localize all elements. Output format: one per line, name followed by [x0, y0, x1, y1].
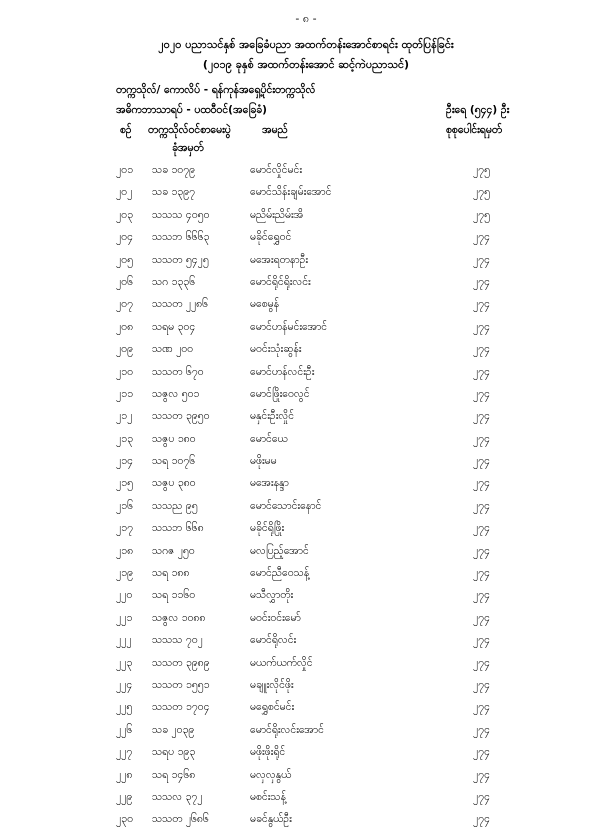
candidate-name: မသီလွှာတိုး [250, 589, 294, 602]
total-mark: ၂၇၄ [473, 656, 490, 669]
table-row [0, 701, 612, 723]
table-row [0, 410, 612, 432]
row-number: ၂၀၅ [116, 253, 133, 266]
table-row [0, 746, 612, 768]
roll-number: သရ ၁၁၆၀ [152, 589, 196, 602]
roll-number: သဇွလ ၁၀၈၈ [152, 611, 206, 624]
row-number: ၂၂၀ [116, 589, 133, 602]
total-mark: ၂၇၄ [473, 432, 490, 445]
table-row [0, 589, 612, 611]
roll-number: သခ ၁၃၉၇ [152, 186, 196, 199]
roll-number: သသသ ၄၀၅၀ [152, 208, 210, 221]
total-mark: ၂၇၄ [473, 701, 490, 714]
table-row [0, 634, 612, 656]
total-mark: ၂၇၄ [473, 611, 490, 624]
total-mark: ၂၇၄ [473, 589, 490, 602]
total-mark: ၂၇၄ [473, 231, 490, 244]
total-mark: ၂၇၄ [473, 746, 490, 759]
table-row [0, 231, 612, 253]
total-mark: ၂၇၄ [473, 544, 490, 557]
candidate-name: မလပြည့်အောင် [250, 544, 309, 557]
candidate-name: မရွှေစင်မင်း [250, 701, 295, 714]
roll-number: သသတ ၂၆၈၆ [152, 813, 209, 826]
candidate-name: မဖိုးဖိုးရိုင် [250, 746, 286, 759]
roll-number: သသည ၉၅ [152, 499, 198, 512]
row-number: ၂၀၁ [116, 164, 133, 176]
document-subtitle: (၂၀၁၉ ခုနှစ် အထက်တန်းအောင် ဆင့်ကဲပညာသင်) [202, 58, 410, 71]
row-number: ၂၂၁ [116, 611, 133, 624]
roll-number: သဂ ၁၃၃၆ [152, 275, 196, 288]
table-row [0, 186, 612, 208]
roll-number: သဇွပ ၃၈၀ [152, 477, 196, 490]
university-line: တက္ကသိုလ်/ ကောလိပ် - ရန်ကုန်အရှေ့ပိုင်းတက္ကသိုလ် [116, 84, 316, 96]
document-title: ၂၀၂၀ ပညာသင်နှစ် အခြေခံပညာ အထက်တန်းအောင်စာရင်း ထုတ်ပြန်ခြင်း [158, 38, 454, 51]
row-number: ၂၁၈ [116, 544, 134, 557]
total-mark: ၂၇၄ [473, 477, 490, 490]
candidate-name: မောင်ရိုးလင်းအောင် [250, 723, 324, 736]
table-row [0, 388, 612, 410]
total-mark: ၂၇၄ [473, 813, 490, 826]
header-roll: ခုံအမှတ် [172, 142, 204, 154]
header-mark: စုစုပေါင်းရမှတ် [446, 124, 503, 136]
roll-number: သဂဇ ၂၅၀ [152, 544, 195, 557]
table-row [0, 477, 612, 499]
total-mark: ၂၇၄ [473, 365, 490, 378]
total-mark: ၂၇၅ [473, 208, 490, 221]
row-number: ၂၀၂ [116, 186, 133, 199]
roll-number: သခ ၂၀၃၉ [152, 723, 195, 736]
total-mark: ၂၇၄ [473, 678, 490, 691]
total-mark: ၂၇၄ [473, 410, 490, 423]
header-no: စဉ် [120, 124, 132, 136]
table-row [0, 276, 612, 298]
total-mark: ၂၇၅ [473, 186, 490, 199]
table-row [0, 298, 612, 320]
table-row [0, 164, 612, 186]
candidate-name: မောင်ဖြိုးဝေလွင် [250, 387, 310, 400]
candidate-name: မောင်ရိုလင်း [250, 634, 297, 647]
row-number: ၂၂၇ [116, 746, 133, 759]
row-number: ၂၀၉ [116, 343, 133, 356]
table-row [0, 657, 612, 679]
table-row [0, 209, 612, 231]
row-number: ၂၁၂ [116, 410, 133, 423]
page-number: - ၈ - [295, 12, 317, 25]
candidate-name: မောင်ညီဝေသန့် [250, 567, 310, 580]
candidate-name: မစေမွန် [250, 298, 280, 311]
roll-number: သရ ၁၈၈ [152, 567, 190, 580]
total-mark: ၂၇၄ [473, 499, 490, 512]
candidate-name: မယက်ယက်လှိုင် [250, 656, 313, 669]
roll-number: သသလ ၃၇၂ [152, 790, 203, 803]
table-row [0, 343, 612, 365]
candidate-name: မောင်သောင်းနောင် [250, 499, 322, 512]
roll-number: သသတ ၆၇၀ [152, 365, 204, 378]
row-number: ၂၀၇ [116, 298, 133, 311]
candidate-name: မောင်ဟန်မင်းအောင် [250, 320, 328, 333]
candidate-name: မလှလှနွယ် [250, 768, 292, 781]
candidate-name: မောင်ရိုင်ရိုးလင်း [250, 275, 311, 288]
roll-number: သသဘ ၆၆၆၃ [152, 231, 210, 244]
roll-number: သသတ ၅၄၂၅ [152, 253, 209, 266]
table-row [0, 545, 612, 567]
roll-number: သသတ ၁၅၅၁ [152, 678, 210, 691]
row-number: ၂၁၁ [116, 387, 133, 400]
row-number: ၂၂၃ [116, 656, 133, 669]
total-mark: ၂၇၄ [473, 567, 490, 580]
row-number: ၂၂၅ [116, 701, 133, 714]
total-mark: ၂၇၄ [473, 343, 490, 356]
candidate-name: မနှင်းဦးလှိုင် [250, 410, 295, 423]
row-number: ၂၀၃ [116, 208, 133, 221]
roll-number: သရ ၁၀၇၆ [152, 455, 196, 468]
table-row [0, 433, 612, 455]
total-mark: ၂၇၄ [473, 275, 490, 288]
row-number: ၂၀၄ [116, 231, 133, 244]
row-number: ၂၀၆ [116, 275, 133, 288]
row-number: ၂၂၄ [116, 678, 133, 691]
candidate-name: မအေးရတနာဦး [250, 253, 309, 266]
row-number: ၂၀၈ [116, 320, 134, 333]
candidate-name: မခင်နွယ်ဦး [250, 813, 292, 826]
candidate-name: မဝင်းသုံးဆွန်း [250, 343, 302, 356]
roll-number: သသတ ၂၂၈၆ [152, 298, 209, 311]
table-row [0, 366, 612, 388]
roll-number: သခ ၁၀၇၉ [152, 164, 196, 176]
total-mark: ၂၇၄ [473, 320, 490, 333]
roll-number: သသသ ၇၀၂ [152, 634, 203, 647]
table-row [0, 724, 612, 746]
candidate-name: မချူးလိုင်ဖိုး [250, 678, 294, 691]
total-mark: ၂၇၄ [473, 634, 490, 647]
candidate-name: မောင်သိန်းချမ်းအောင် [250, 186, 332, 199]
candidate-name: မောင်ယေ [250, 432, 288, 445]
table-row [0, 500, 612, 522]
candidate-name: မခိုင်ရွှေဝင် [250, 231, 292, 244]
row-number: ၂၁၆ [116, 499, 133, 512]
table-row [0, 813, 612, 835]
total-mark: ၂၇၄ [473, 455, 490, 468]
row-number: ၂၂၈ [116, 768, 133, 781]
total-mark: ၂၇၄ [473, 298, 490, 311]
table-row [0, 791, 612, 813]
row-number: ၂၂၂ [116, 634, 132, 647]
roll-number: သဇွလ ၅၀၁ [152, 387, 200, 400]
row-number: ၂၁၃ [116, 432, 133, 445]
total-mark: ၂၇၄ [473, 253, 490, 266]
roll-number: သသတ ၁၇၀၄ [152, 701, 210, 714]
row-number: ၂၁၀ [116, 365, 133, 378]
total-mark: ၂၇၅ [473, 164, 490, 176]
row-number: ၂၁၅ [116, 477, 133, 490]
row-number: ၂၃၀ [116, 813, 133, 826]
row-number: ၂၂၉ [116, 790, 133, 803]
total-mark: ၂၇၄ [473, 768, 490, 781]
candidate-name: မစင်းသန့် [250, 790, 286, 803]
table-row [0, 455, 612, 477]
results-table [0, 164, 612, 836]
table-row [0, 254, 612, 276]
candidate-name: မဝင်းဝင်းမော် [250, 611, 301, 624]
row-number: ၂၂၆ [116, 723, 133, 736]
roll-number: သရ ၁၄၆၈ [152, 768, 196, 781]
total-mark: ၂၇၄ [473, 387, 490, 400]
candidate-name: မအေးနန္ဒာ [250, 477, 289, 490]
table-row [0, 679, 612, 701]
row-number: ၂၁၄ [116, 455, 133, 468]
subject-line: အဓိကဘာသာရပ် - ပထဝီဝင်(အခြေခံ) [116, 104, 267, 116]
row-number: ၂၁၉ [116, 567, 133, 580]
total-mark: ၂၇၄ [473, 790, 490, 803]
total-mark: ၂၇၄ [473, 522, 490, 535]
roll-number: သရမ ၃၀၄ [152, 320, 196, 333]
table-row [0, 567, 612, 589]
candidate-name: မဖိုးမမ [250, 455, 277, 468]
candidate-name: မညိမ်းညိမ်းအိ [250, 208, 304, 221]
roll-number: သသတ ၃၉၅၀ [152, 410, 210, 423]
header-name: အမည် [262, 124, 288, 136]
roll-number: သသဘ ၆၆၈ [152, 522, 204, 535]
candidate-name: မောင်လှိုင်မင်း [250, 164, 302, 176]
candidate-count: ဦးရေ (၅၄၄) ဦး [446, 104, 510, 116]
roll-number: သရပ ၁၉၃ [152, 746, 196, 759]
table-row [0, 612, 612, 634]
candidate-name: မောင်ဟန်လင်းဦး [250, 365, 315, 378]
table-row [0, 769, 612, 791]
roll-number: သဇွပ ၁၈၀ [152, 432, 196, 445]
roll-number: သဏ ၂၀၀ [152, 343, 194, 356]
candidate-name: မခိုင်ရိုဖြိုး [250, 522, 285, 535]
table-row [0, 321, 612, 343]
roll-number: သသတ ၃၉၈၉ [152, 656, 210, 669]
table-row [0, 522, 612, 544]
row-number: ၂၁၇ [116, 522, 133, 535]
total-mark: ၂၇၄ [473, 723, 490, 736]
header-roll-prefix: တက္ကသိုလ်ဝင်စာမေးပွဲ [148, 124, 231, 136]
